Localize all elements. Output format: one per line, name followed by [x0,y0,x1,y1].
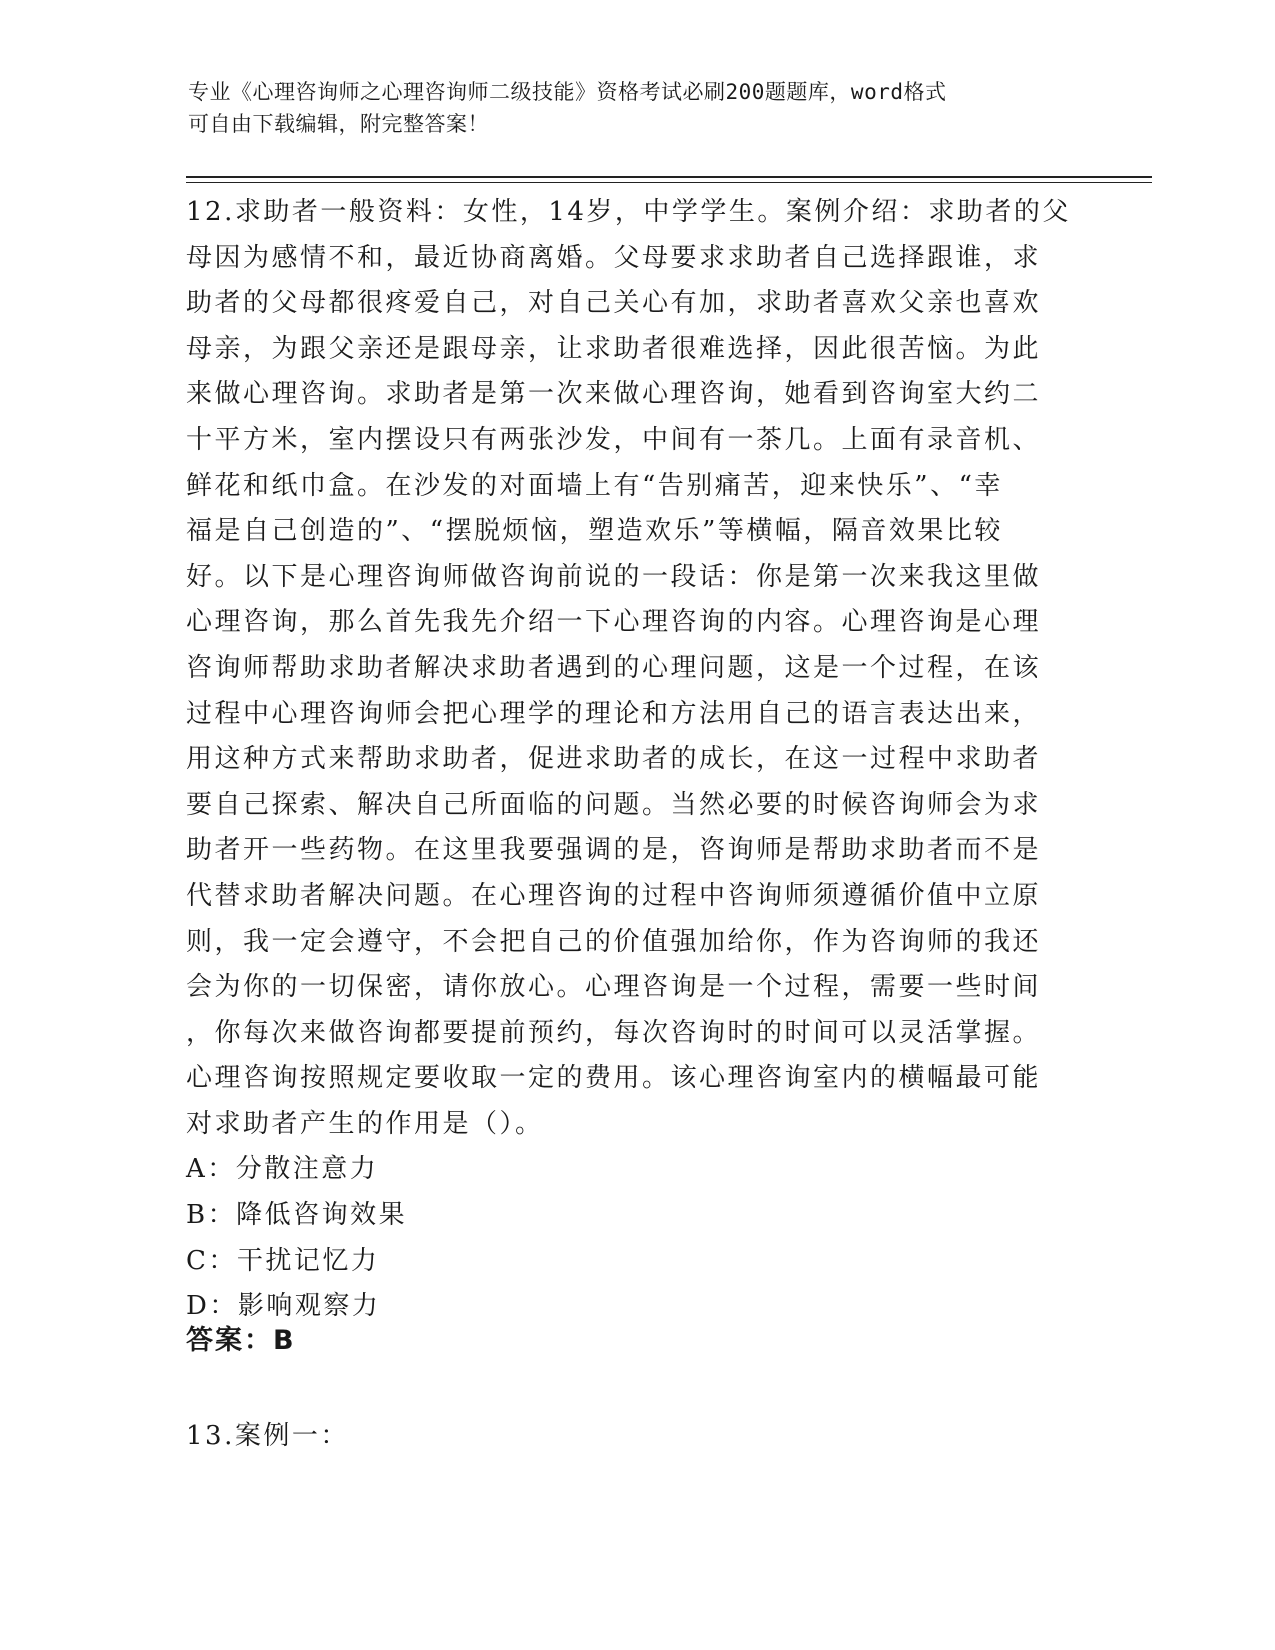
question-12-line: 十平方米，室内摆设只有两张沙发，中间有一茶几。上面有录音机、 [186,424,1042,455]
question-12-line: 助者的父母都很疼爱自己，对自己关心有加，求助者喜欢父亲也喜欢 [186,288,1042,319]
option-d: D：影响观察力 [186,1291,381,1322]
option-c: C：干扰记忆力 [186,1245,380,1276]
question-12-line: 福是自己创造的”、“摆脱烦恼，塑造欢乐”等横幅，隔音效果比较 [186,516,1003,547]
question-12-line: 代替求助者解决问题。在心理咨询的过程中咨询师须遵循价值中立原 [186,880,1042,911]
question-13-title: 13.案例一： [186,1421,349,1451]
question-12-line: 则，我一定会遵守，不会把自己的价值强加给你，作为咨询师的我还 [186,926,1042,957]
header-divider-thick [186,176,1152,178]
question-12-line: 母亲，为跟父亲还是跟母亲，让求助者很难选择，因此很苦恼。为此 [186,333,1042,364]
document-header [188,76,1068,140]
question-12 [186,190,1086,1330]
question-12-line: 心理咨询，那么首先我先介绍一下心理咨询的内容。心理咨询是心理 [186,607,1042,638]
header-divider-thin [186,182,1152,183]
question-12-line: 要自己探索、解决自己所面临的问题。当然必要的时候咨询师会为求 [186,789,1042,820]
question-12-line: 对求助者产生的作用是（）。 [186,1108,544,1139]
option-b: B：降低咨询效果 [186,1200,408,1231]
question-12-line: 12.求助者一般资料：女性，14岁，中学学生。案例介绍：求助者的父 [186,197,1071,227]
question-12-line: 用这种方式来帮助求助者，促进求助者的成长，在这一过程中求助者 [186,744,1042,775]
answer-label: 答案：B [186,1325,296,1356]
question-12-line: ，你每次来做咨询都要提前预约，每次咨询时的时间可以灵活掌握。 [186,1017,1042,1048]
question-12-line: 母因为感情不和，最近协商离婚。父母要求求助者自己选择跟谁，求 [186,242,1042,273]
question-12-line: 助者开一些药物。在这里我要强调的是，咨询师是帮助求助者而不是 [186,835,1042,866]
question-12-line: 过程中心理咨询师会把心理学的理论和方法用自己的语言表达出来， [186,698,1042,729]
option-a: A：分散注意力 [186,1154,379,1185]
header-line-1: 专业《心理咨询师之心理咨询师二级技能》资格考试必刷200题题库，word格式 [188,80,947,104]
question-12-line: 心理咨询按照规定要收取一定的费用。该心理咨询室内的横幅最可能 [186,1063,1042,1094]
question-12-line: 来做心理咨询。求助者是第一次来做心理咨询，她看到咨询室大约二 [186,379,1042,410]
header-line-2: 可自由下载编辑，附完整答案！ [188,112,489,136]
question-12-line: 鲜花和纸巾盒。在沙发的对面墙上有“告别痛苦，迎来快乐”、“幸 [186,470,1003,501]
question-12-line: 会为你的一切保密，请你放心。心理咨询是一个过程，需要一些时间 [186,972,1042,1003]
question-12-line: 咨询师帮助求助者解决求助者遇到的心理问题，这是一个过程，在该 [186,652,1042,683]
question-12-line: 好。以下是心理咨询师做咨询前说的一段话：你是第一次来我这里做 [186,561,1042,592]
